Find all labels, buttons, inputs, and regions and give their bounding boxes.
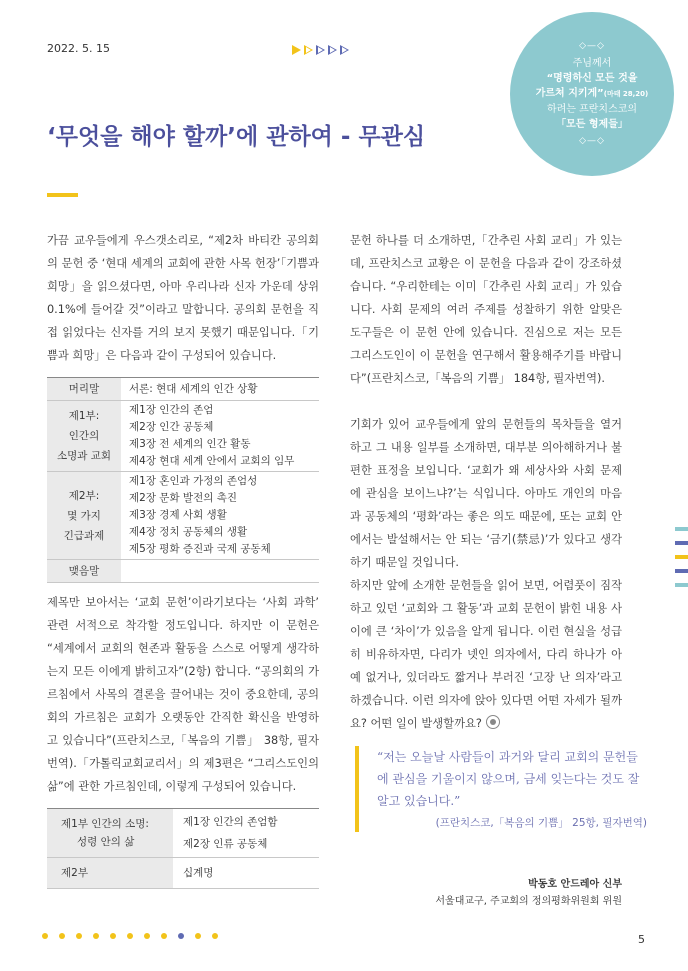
table-item: 십계명 xyxy=(183,867,214,879)
issue-date: 2022. 5. 15 xyxy=(47,42,110,55)
article-title: ‘무엇을 해야 할까’에 관하여 - 무관심 xyxy=(47,124,426,150)
table-row xyxy=(47,858,319,889)
badge-reference: (마태 28,20) xyxy=(603,90,649,98)
title-accent-bar xyxy=(47,193,78,197)
paragraph: 하지만 앞에 소개한 문헌들을 읽어 보면, 어렴풋이 짐작하고 있던 ‘교회와 그 활동’과 교회 문헌이 밝힌 내용 사이에 큰 ‘차이’가 있음을 알게 됩니다. 이런 현실을 성급히 비유하자면, 다리가 넷인 의자에서, 다리 하나가 아예 없거나, 있더라도 짧거나 부러진 ‘고장 난 의자’라고 하겠습니다. 이런 의자에 앉아 있다면 어떤 자세가 될까요? 어떤 일이 발생할까요? xyxy=(350,579,622,730)
badge-line-3: 가르쳐 지키게”(마태 28,20) xyxy=(535,88,649,99)
table-section-label: 제2부: 몇 가지 긴급과제 xyxy=(47,472,121,560)
table-section-label: 머리말 xyxy=(47,378,121,401)
table-item: 제1장 혼인과 가정의 존엄성 xyxy=(129,475,258,487)
catechism-outline-table xyxy=(47,808,319,889)
author-name: 박동호 안드레아 신부 xyxy=(528,879,622,890)
table-section-items xyxy=(121,401,319,472)
table-label-line: 제1부 인간의 소명: xyxy=(61,818,149,830)
table-section-items xyxy=(121,378,319,401)
table-section-items xyxy=(121,472,319,560)
table-item: 제1장 인간의 존엄 xyxy=(129,404,214,416)
flower-ornament-icon xyxy=(486,715,500,729)
table-section-label xyxy=(47,809,173,858)
side-bar-ornament xyxy=(675,527,688,597)
table-row xyxy=(47,401,319,472)
author-role: 서울대교구, 주교회의 정의평화위원회 위원 xyxy=(435,896,622,907)
badge-line-1: 주님께서 xyxy=(572,58,612,69)
table-item: 제2장 인간 공동체 xyxy=(129,421,214,433)
diamond-ornament-icon: ◇—◇ xyxy=(579,136,605,146)
table-row xyxy=(47,472,319,560)
table-row xyxy=(47,378,319,401)
quote-source: (프란치스코,「복음의 기쁨」 25항, 필자번역) xyxy=(435,817,647,829)
table-item: 제2장 인류 공동체 xyxy=(183,838,268,850)
table-item: 제1장 인간의 존엄함 xyxy=(183,816,278,828)
table-section-items xyxy=(121,560,319,583)
badge-line-4: 하려는 프란치스코의 xyxy=(546,104,638,115)
table-item: 제4장 현대 세계 안에서 교회의 임무 xyxy=(129,455,295,467)
table-section-label: 제1부: 인간의 소명과 교회 xyxy=(47,401,121,472)
badge-line-2: “명령하신 모든 것을 xyxy=(546,73,638,84)
table-section-label xyxy=(47,858,173,889)
paragraph: 문헌 하나를 더 소개하면,「간추린 사회 교리」가 있는데, 프란치스코 교황은 이 문헌을 다음과 같이 강조하셨습니다. “우리한테는 이미「간추린 사회 교리」가 있습니다. 사회 문제의 여러 주제를 성찰하기 위한 알맞은 도구들은 이 문헌 안에 있습니다. 진심으로 저는 모든 그리스도인이 이 문헌을 연구해서 활용해주기를 바랍니다”(프란치스코,「복음의 기쁨」 184항, 필자번역). xyxy=(350,234,622,385)
table-label-line: 제2부 xyxy=(61,867,88,879)
badge-line-5: 「모든 형제들」 xyxy=(556,119,628,130)
table-section-label: 맺음말 xyxy=(47,560,121,583)
table-item: 제2장 문화 발전의 촉진 xyxy=(129,492,237,504)
constitution-outline-table xyxy=(47,377,319,583)
table-item xyxy=(129,563,318,580)
table-row xyxy=(47,560,319,583)
quote-text: “저는 오늘날 사람들이 과거와 달리 교회의 문헌들에 관심을 기울이지 않으며, 금세 잊는다는 것도 잘 알고 있습니다.” xyxy=(377,750,640,808)
table-item: 서론: 현대 세계의 인간 상황 xyxy=(129,382,258,395)
pull-quote xyxy=(355,746,647,832)
page-number: 5 xyxy=(638,933,645,946)
paragraph: 가끔 교우들에게 우스갯소리로, “제2차 바티칸 공의회의 문헌 중 ‘현대 세계의 교회에 관한 사목 헌장’「기쁨과 희망」을 읽으셨다면, 아마 우리나라 신자 가운데 상위 0.1%에 들어갈 것”이라고 말합니다. 공의회 문헌을 직접 읽었다는 신자를 거의 보지 못했기 때문입니다.「기쁨과 희망」은 다음과 같이 구성되어 있습니다. xyxy=(47,234,319,362)
right-column xyxy=(350,229,622,735)
table-item: 제3장 전 세계의 인간 활동 xyxy=(129,438,251,450)
table-item: 제5장 평화 증진과 국제 공동체 xyxy=(129,543,271,555)
paragraph: 제목만 보아서는 ‘교회 문헌’이라기보다는 ‘사회 과학’ 관련 서적으로 착각할 정도입니다. 하지만 이 문헌은 “세계에서 교회의 현존과 활동을 스스로 어떻게 생각하는지 모든 이에게 밝히고자”(2항) 합니다. “공의회의 가르침에서 사목의 결론을 끌어내는 것이 중요한데, 공의회의 가르침은 교회가 오랫동안 간직한 확신을 반영하고 있습니다”(프란치스코,「복음의 기쁨」 38항, 필자번역).「가톨릭교회교리서」의 제3편은 “그리스도인의 삶”에 관한 가르침인데, 이렇게 구성되어 있습니다. xyxy=(47,596,319,793)
author-block xyxy=(435,876,622,910)
table-row xyxy=(47,809,319,858)
theme-badge xyxy=(510,12,674,176)
table-label-line: 성령 안의 삶 xyxy=(77,836,135,848)
dot-ornament xyxy=(42,933,218,939)
table-item: 제4장 정치 공동체의 생활 xyxy=(129,526,248,538)
table-section-items xyxy=(173,809,319,858)
table-section-items xyxy=(173,858,319,889)
triangle-ornament xyxy=(292,45,349,55)
diamond-ornament-icon: ◇—◇ xyxy=(579,41,605,51)
left-column xyxy=(47,229,319,889)
table-item: 제3장 경제 사회 생활 xyxy=(129,509,227,521)
paragraph: 기회가 있어 교우들에게 앞의 문헌들의 목차들을 열거하고 그 내용 일부를 소개하면, 대부분 의아해하거나 불편한 표정을 보입니다. ‘교회가 왜 세상사와 사회 문제에 관심을 보이느냐?’는 식입니다. 아마도 개인의 마음과 공동체의 ‘평화’라는 좋은 의도 때문에, 또는 교회 안에서는 발설해서는 안 되는 ‘금기(禁忌)’가 있다고 생각하기 때문일 것입니다. xyxy=(350,418,622,569)
